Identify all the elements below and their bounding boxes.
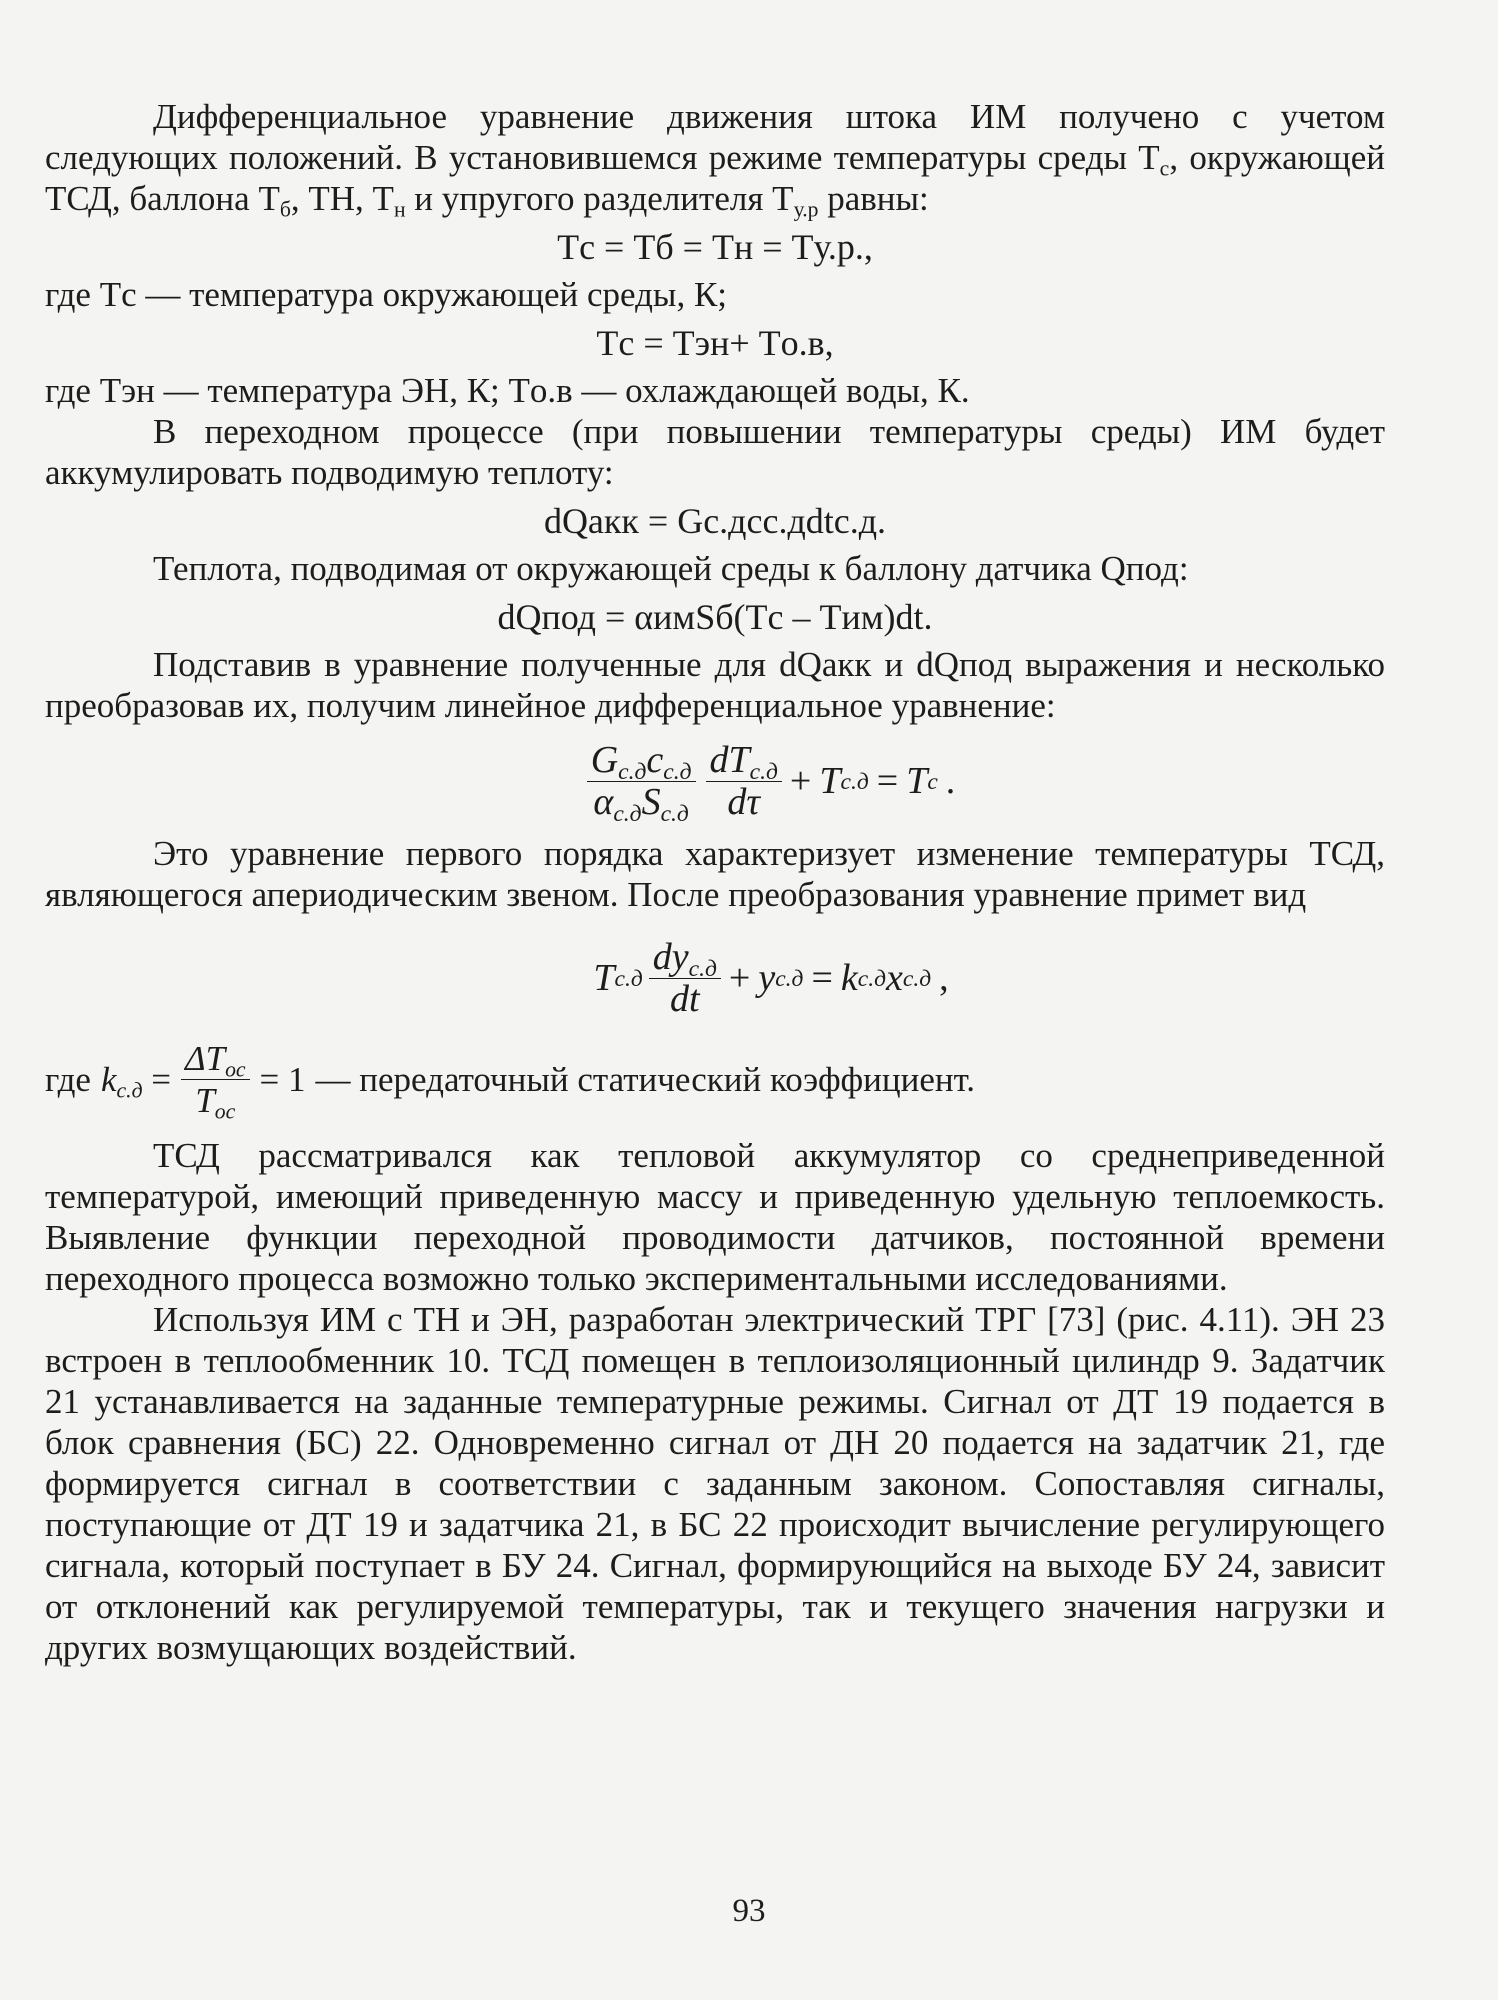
equation-3: dQакк = Gс.дcс.дdtс.д. xyxy=(543,501,887,541)
paragraph-2: В переходном процессе (при повышении температуры среды) ИМ будет аккумулировать подводимую теплоту: xyxy=(45,412,1385,492)
where-3: где $k_{с.д}$ = $\frac{\Delta T_{ос}}{T_{ос}}$ = 1 — передаточный статический коэффициент. xyxy=(45,1039,975,1124)
where-1: где Tс — температура окружающей среды, К; xyxy=(45,275,728,314)
paragraph-7: Используя ИМ с ТН и ЭН, разработан электрический ТРГ [73] (рис. 4.11). ЭН 23 встроен в теплообменник 10. ТСД помещен в теплоизоляционный цилиндр 9. Задатчик 21 устанавливается на заданные температурные режимы. Сигнал от ДТ 19 подается в блок сравнения (БС) 22. Одновременно сигнал от ДН 20 подается на задатчик 21, где формируется сигнал в соответствии с заданным законом. Сопоставляя сигналы, поступающие от ДТ 19 и задатчика 21, в БС 22 происходит вычисление регулирующего сигнала, который поступает в БУ 24. Сигнал, формирующийся на выходе БУ 24, зависит от отклонений как регулируемой температуры, так и текущего значения нагрузки и других возмущающих воздействий. xyxy=(45,1300,1385,1667)
equation-6: T с.д $\frac{dy_{с.д}}{dt}$ + y с.д = k с.д x с.д , xyxy=(593,936,949,1020)
page-text xyxy=(45,96,1385,1668)
equation-1: Tс = Tб = Tн = Tу.р., xyxy=(557,227,873,267)
paragraph-5: Это уравнение первого порядка характеризует изменение температуры ТСД, являющегося апериодическим звеном. После преобразования уравнение примет вид xyxy=(45,834,1385,914)
paragraph-1: Дифференциальное уравнение движения штока ИМ получено с учетом следующих положений. В установившемся режиме температуры среды $T_с$, окружающей ТСД, баллона $T_б$, ТН, $T_н$ и упругого разделителя $T_{у.р}$ равны: xyxy=(45,97,1385,222)
where-2: где Tэн — температура ЭН, К; Tо.в — охлаждающей воды, К. xyxy=(45,371,970,410)
paragraph-3: Теплота, подводимая от окружающей среды к баллону датчика Qпод: xyxy=(153,549,1189,588)
equation-5: $\frac{G_{с.д}c_{с.д}}{\alpha_{с.д}S_{с.д}}$ $\frac{dT_{с.д}}{d\tau}$ + T с.д = T с . xyxy=(165,740,1385,823)
page-number: 93 xyxy=(732,1893,766,1929)
paragraph-6: ТСД рассматривался как тепловой аккумулятор со среднеприведенной температурой, имеющий приведенную массу и приведенную удельную теплоемкость. Выявление функции переходной проводимости датчиков, постоянной времени переходного процесса возможно только экспериментальными исследованиями. xyxy=(45,1136,1385,1298)
paragraph-4: Подставив в уравнение полученные для dQакк и dQпод выражения и несколько преобразовав их, получим линейное дифференциальное уравнение: xyxy=(45,645,1385,725)
equation-4: dQпод = αимSб(Tс – Tим)dt. xyxy=(497,597,933,637)
equation-2: Tс = Tэн+ Tо.в, xyxy=(596,323,834,363)
